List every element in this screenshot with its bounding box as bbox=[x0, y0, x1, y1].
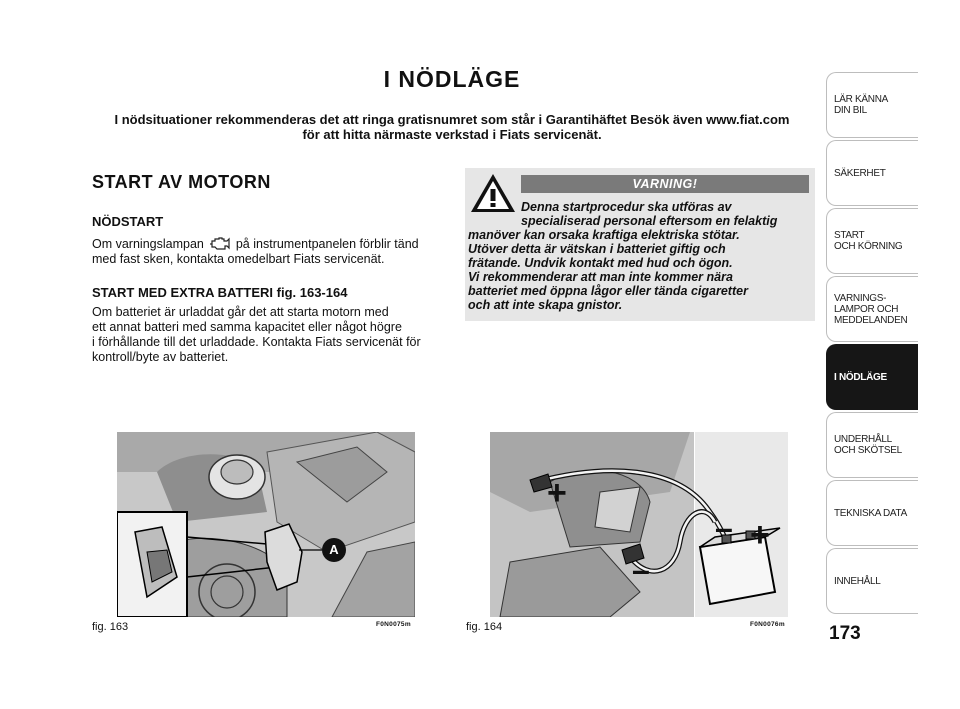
warning-text-indented bbox=[521, 200, 777, 228]
figure-163-code: F0N0075m bbox=[376, 621, 411, 628]
figure-163-label: fig. 163 bbox=[92, 621, 129, 633]
page-title: I NÖDLÄGE bbox=[383, 66, 521, 92]
tab-label: OCH KÖRNING bbox=[834, 241, 903, 252]
minus-sign-battery-label: – bbox=[715, 510, 733, 546]
tab-label: INNEHÅLL bbox=[834, 575, 881, 587]
warning-heading: VARNING! bbox=[521, 175, 809, 193]
warning-triangle-icon bbox=[469, 172, 517, 214]
figure-164-label: fig. 164 bbox=[466, 621, 503, 633]
tab-label: LÄR KÄNNA bbox=[834, 94, 888, 105]
tab-label: OCH SKÖTSEL bbox=[834, 445, 902, 456]
figure-163-engine-bay bbox=[117, 432, 415, 617]
warning-line: manöver kan orsaka kraftiga elektriska stötar. bbox=[468, 228, 740, 242]
tab-tekniska-data[interactable] bbox=[826, 480, 918, 546]
plus-sign-battery-label: + bbox=[750, 516, 770, 554]
tab-label: TEKNISKA DATA bbox=[834, 507, 907, 519]
intro-line-2: för att hitta närmaste verkstad i Fiats servicenät. bbox=[302, 127, 602, 142]
extra-battery-line: ett annat batteri med samma kapacitet eller något högre bbox=[92, 320, 402, 334]
warning-line: Vi rekommenderar att man inte kommer nära bbox=[468, 270, 733, 284]
tab-label: MEDDELANDEN bbox=[834, 314, 908, 326]
tab-label: START bbox=[834, 230, 865, 241]
tab-label: LAMPOR OCH bbox=[834, 303, 899, 315]
intro-line-1: I nödsituationer rekommenderas det att ringa gratisnumret som står i Garantihäftet Besök även www.fiat.com bbox=[114, 112, 790, 127]
plus-sign-car-label: + bbox=[547, 474, 567, 512]
tab-innehall[interactable] bbox=[826, 548, 918, 614]
warning-line: Utöver detta är vätskan i batteriet giftig och bbox=[468, 242, 726, 256]
nodstart-text-b: på instrumentpanelen förblir tänd bbox=[235, 236, 419, 251]
figure-163-illustration bbox=[117, 432, 415, 617]
warning-text bbox=[468, 228, 748, 312]
intro-text bbox=[90, 112, 814, 142]
figure-164-code: F0N0076m bbox=[750, 621, 785, 628]
nodstart-text-line-2: med fast sken, kontakta omedelbart Fiats servicenät. bbox=[92, 252, 385, 266]
extra-battery-line: i förhållande till det urladdade. Kontakta Fiats servicenät för bbox=[92, 335, 421, 349]
tab-label: VARNINGS- bbox=[834, 292, 887, 304]
nodstart-paragraph bbox=[92, 236, 452, 267]
section-title: START AV MOTORN bbox=[92, 172, 271, 192]
callout-a-badge: A bbox=[322, 538, 346, 562]
engine-warning-lamp-icon bbox=[209, 236, 231, 252]
warning-line: Denna startprocedur ska utföras av bbox=[521, 200, 732, 214]
subheading-nodstart: NÖDSTART bbox=[92, 214, 164, 229]
tab-label: UNDERHÅLL bbox=[834, 434, 892, 445]
minus-sign-car-label: – bbox=[632, 552, 650, 588]
tab-start-och-korning[interactable] bbox=[826, 208, 918, 274]
tab-sakerhet[interactable] bbox=[826, 140, 918, 206]
tab-label: SÄKERHET bbox=[834, 167, 886, 179]
warning-line: batteriet med öppna lågor eller tända cigaretter bbox=[468, 284, 748, 298]
tab-underhall-och-skotsel[interactable] bbox=[826, 412, 918, 478]
tab-lar-kanna-din-bil[interactable] bbox=[826, 72, 918, 138]
tab-label: DIN BIL bbox=[834, 105, 867, 116]
extra-battery-line: Om batteriet är urladdat går det att starta motorn med bbox=[92, 305, 389, 319]
extra-battery-paragraph bbox=[92, 305, 452, 365]
warning-line: och att inte skapa gnistor. bbox=[468, 298, 623, 312]
tab-varningslampor[interactable] bbox=[826, 276, 918, 342]
extra-battery-line: kontroll/byte av batteriet. bbox=[92, 350, 229, 364]
page-number: 173 bbox=[829, 623, 861, 644]
nodstart-text-a: Om varningslampan bbox=[92, 236, 204, 251]
figure-164-jump-start bbox=[490, 432, 788, 617]
warning-line: frätande. Undvik kontakt med hud och ögon. bbox=[468, 256, 733, 270]
figure-164-illustration bbox=[490, 432, 788, 617]
subheading-extra-battery: START MED EXTRA BATTERI fig. 163-164 bbox=[92, 285, 348, 300]
tab-i-nodlage[interactable] bbox=[826, 344, 918, 410]
warning-line: specialiserad personal eftersom en felaktig bbox=[521, 214, 778, 228]
tab-label: I NÖDLÄGE bbox=[834, 371, 887, 383]
